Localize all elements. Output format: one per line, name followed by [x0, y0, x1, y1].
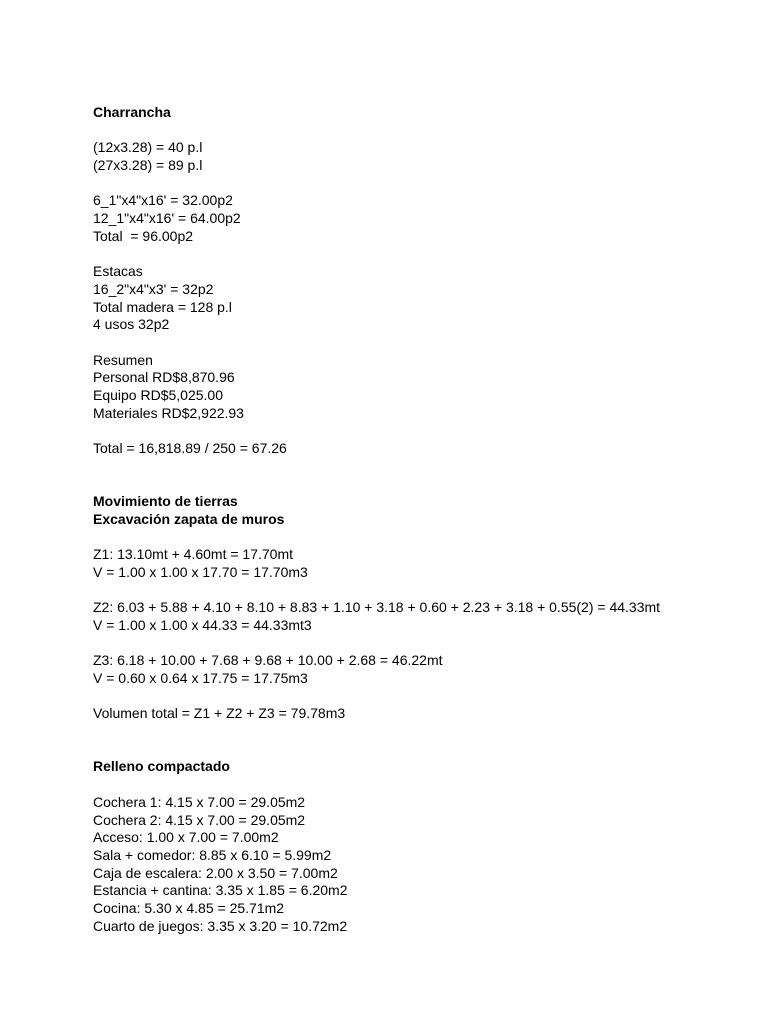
text-line: Total madera = 128 p.l: [93, 298, 232, 315]
total-line: Total = 16,818.89 / 250 = 67.26: [93, 440, 287, 457]
spacer: [93, 582, 753, 600]
text-line: Resumen: [93, 351, 153, 368]
section-charrancha: [93, 104, 753, 458]
spacer: [93, 475, 753, 493]
list-item: Sala + comedor: 8.85 x 6.10 = 5.99m2: [93, 846, 332, 863]
text-line: 6_1"x4"x16' = 32.00p2: [93, 192, 233, 209]
text-line: V = 0.60 x 0.64 x 17.75 = 17.75m3: [93, 670, 308, 686]
list-item: Caja de escalera: 2.00 x 3.50 = 7.00m2: [93, 864, 338, 881]
list-item: Cochera 1: 4.15 x 7.00 = 29.05m2: [93, 793, 306, 810]
spacer: [93, 741, 753, 759]
list-item: Acceso: 1.00 x 7.00 = 7.00m2: [93, 829, 279, 846]
total-line: Volumen total = Z1 + Z2 + Z3 = 79.78m3: [93, 705, 346, 722]
spacer: [93, 688, 753, 706]
text-line: 16_2"x4"x3' = 32p2: [93, 280, 214, 297]
document-page: [93, 104, 753, 935]
section-title: Charrancha: [93, 104, 171, 120]
text-line: Materiales RD$2,922.93: [93, 404, 244, 421]
spacer: [93, 458, 753, 476]
spacer: [93, 246, 753, 264]
text-line: 4 usos 32p2: [93, 316, 170, 333]
list-item: Cuarto de juegos: 3.35 x 3.20 = 10.72m2: [93, 917, 348, 934]
section-relleno: [93, 758, 753, 935]
section-subtitle: Excavación zapata de muros: [93, 510, 285, 527]
spacer: [93, 122, 753, 140]
text-line: Estacas: [93, 263, 143, 280]
text-line: V = 1.00 x 1.00 x 44.33 = 44.33mt3: [93, 616, 312, 633]
text-line: Equipo RD$5,025.00: [93, 387, 223, 403]
section-title: Relleno compactado: [93, 758, 230, 775]
text-line: (12x3.28) = 40 p.l: [93, 139, 203, 156]
text-line: (27x3.28) = 89 p.l: [93, 157, 203, 174]
spacer: [93, 529, 753, 547]
text-line: Personal RD$8,870.96: [93, 369, 235, 386]
spacer: [93, 635, 753, 653]
list-item: Estancia + cantina: 3.35 x 1.85 = 6.20m2: [93, 882, 348, 899]
list-item: Cochera 2: 4.15 x 7.00 = 29.05m2: [93, 811, 306, 828]
text-line: V = 1.00 x 1.00 x 17.70 = 17.70m3: [93, 563, 308, 580]
spacer: [93, 334, 753, 352]
spacer: [93, 723, 753, 741]
spacer: [93, 175, 753, 193]
spacer: [93, 422, 753, 440]
text-line: Z3: 6.18 + 10.00 + 7.68 + 9.68 + 10.00 + 2.68 = 46.22mt: [93, 652, 443, 669]
section-title: Movimiento de tierras: [93, 493, 238, 510]
text-line: Z2: 6.03 + 5.88 + 4.10 + 8.10 + 8.83 + 1.10 + 3.18 + 0.60 + 2.23 + 3.18 + 0.55(2) = 44.33mt: [93, 599, 661, 616]
text-line: Z1: 13.10mt + 4.60mt = 17.70mt: [93, 546, 293, 563]
list-item: Cocina: 5.30 x 4.85 = 25.71m2: [93, 899, 285, 916]
text-line: Total = 96.00p2: [93, 227, 194, 244]
text-line: 12_1"x4"x16' = 64.00p2: [93, 210, 241, 227]
section-movimiento: [93, 493, 753, 723]
spacer: [93, 776, 753, 794]
